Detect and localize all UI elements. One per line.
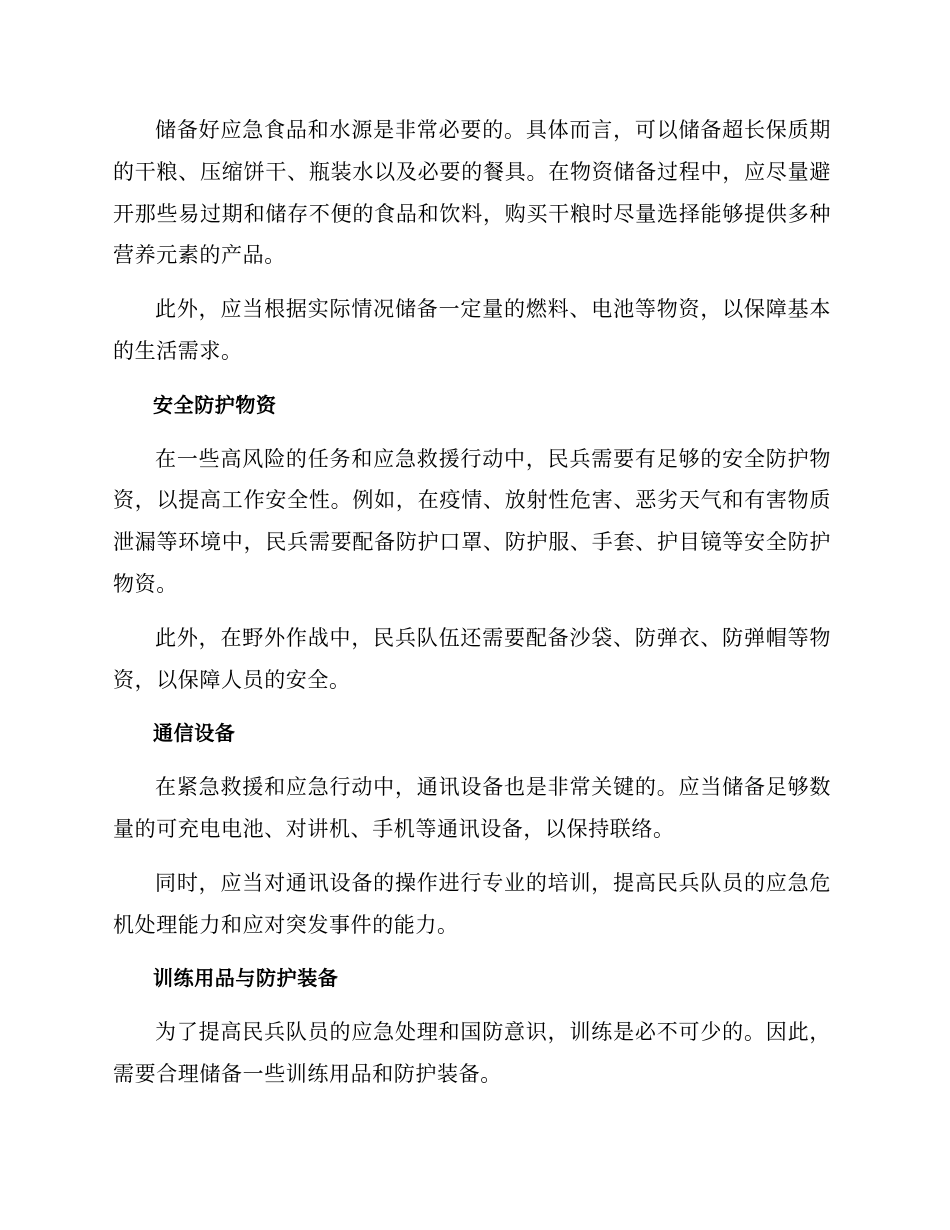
heading-training-equipment: 训练用品与防护装备 <box>153 966 339 991</box>
paragraph-communication-training: 同时，应当对通讯设备的操作进行专业的培训，提高民兵队员的应急危机处理能力和应对突发事件的能力。 <box>113 870 831 937</box>
heading-communication-equipment: 通信设备 <box>153 721 236 746</box>
paragraph-field-combat: 此外，在野外作战中，民兵队伍还需要配备沙袋、防弹衣、防弹帽等物资，以保障人员的安全。 <box>113 625 831 692</box>
paragraph-safety-supplies: 在一些高风险的任务和应急救援行动中，民兵需要有足够的安全防护物资，以提高工作安全性。例如，在疫情、放射性危害、恶劣天气和有害物质泄漏等环境中，民兵需要配备防护口罩、防护服、手套、护目镜等安全防护物资。 <box>113 446 831 596</box>
document-page <box>113 110 831 1096</box>
paragraph-communication-devices: 在紧急救援和应急行动中，通讯设备也是非常关键的。应当储备足够数量的可充电电池、对讲机、手机等通讯设备，以保持联络。 <box>113 775 831 841</box>
paragraph-food-water: 储备好应急食品和水源是非常必要的。具体而言，可以储备超长保质期的干粮、压缩饼干、瓶装水以及必要的餐具。在物资储备过程中，应尽量避开那些易过期和储存不便的食品和饮料，购买干粮时尽量选择能够提供多种营养元素的产品。 <box>113 118 831 268</box>
heading-safety-supplies: 安全防护物资 <box>153 392 277 417</box>
paragraph-fuel-batteries: 此外，应当根据实际情况储备一定量的燃料、电池等物资，以保障基本的生活需求。 <box>113 297 831 363</box>
paragraph-training-equipment: 为了提高民兵队员的应急处理和国防意识，训练是必不可少的。因此，需要合理储备一些训练用品和防护装备。 <box>113 1020 831 1086</box>
